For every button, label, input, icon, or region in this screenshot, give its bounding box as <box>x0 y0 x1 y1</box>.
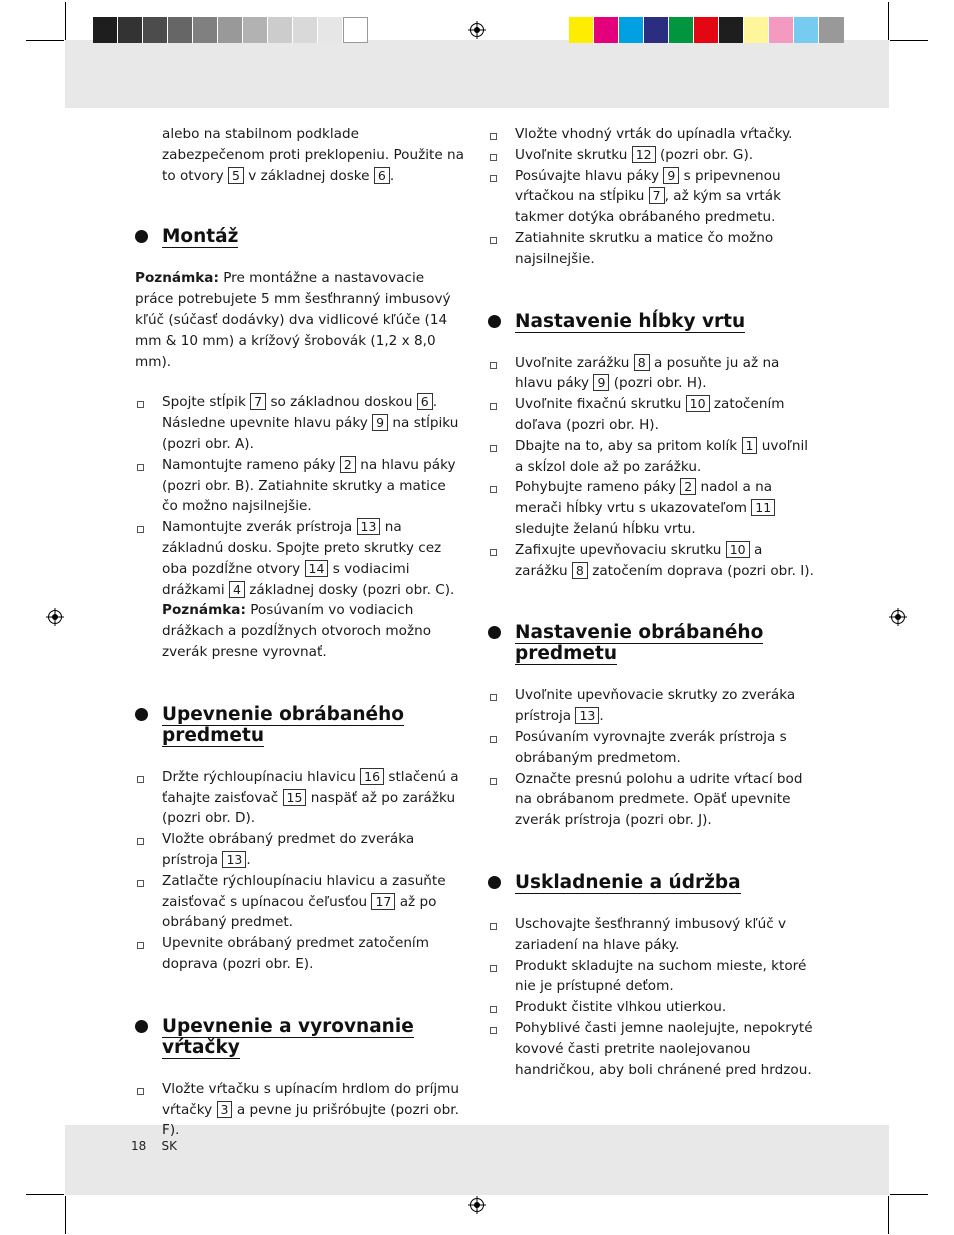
gray-swatch-bar <box>93 17 368 43</box>
part-reference: 5 <box>228 167 244 184</box>
part-reference: 8 <box>572 562 588 579</box>
part-reference: 12 <box>632 146 656 163</box>
color-swatch <box>569 17 594 43</box>
list-item <box>488 353 818 395</box>
list-item <box>135 517 465 600</box>
section-title-nastavenie: Nastavenie obrábaného predmetu <box>488 622 818 664</box>
color-swatch <box>143 17 168 43</box>
crop-mark <box>888 2 889 40</box>
text-segment: Zafixujte upevňovaciu skrutku <box>515 541 722 558</box>
hlbka-list <box>488 353 818 582</box>
text-segment: Vložte vŕtačku s upínacím hrdlom do príjmu vŕtačky <box>162 1080 460 1118</box>
color-swatch-bar <box>569 17 844 43</box>
text-segment: Namontujte rameno páky <box>162 456 336 473</box>
text-segment: Upevnite obrábaný predmet zatočením doprava (pozri obr. E). <box>162 935 429 972</box>
text-segment: s vodiacimi drážkami <box>162 560 410 598</box>
montaz-sub-note <box>135 600 465 662</box>
color-swatch <box>694 17 719 43</box>
text-segment: a posuňte ju až na hlavu páky <box>515 354 780 392</box>
section-title-hlbka: Nastavenie hĺbky vrtu <box>488 311 818 332</box>
text-segment: naspäť až po zarážku (pozri obr. D). <box>162 789 456 827</box>
text-segment: . <box>389 167 395 184</box>
text-segment: . <box>246 851 251 868</box>
text-segment: (pozri obr. G). <box>659 146 754 163</box>
text-segment: Vložte vhodný vrták do upínadla vŕtačky. <box>515 126 793 142</box>
list-item <box>488 145 818 166</box>
section-title-montaz: Montáž <box>135 226 465 247</box>
part-reference: 10 <box>686 395 710 412</box>
text-segment: základnej dosky (pozri obr. C). <box>249 581 455 598</box>
section-bullet-icon <box>488 315 501 328</box>
color-swatch <box>243 17 268 43</box>
color-swatch <box>318 17 343 43</box>
color-swatch <box>669 17 694 43</box>
section-bullet-icon <box>488 626 501 639</box>
list-item <box>488 914 818 956</box>
text-segment: so základnou doskou <box>270 394 413 411</box>
text-segment: a pevne ju prišróbujte (pozri obr. F). <box>162 1101 459 1139</box>
part-reference: 10 <box>726 541 750 558</box>
text-segment: Uvoľnite upevňovacie skrutky zo zveráka prístroja <box>515 687 796 725</box>
part-reference: 7 <box>649 187 665 204</box>
text-segment: . <box>599 708 604 725</box>
list-item <box>488 769 818 831</box>
page-number: 18 <box>131 1139 147 1153</box>
list-item <box>488 540 818 582</box>
crop-mark <box>26 1194 64 1195</box>
text-segment: , až kým sa vrták takmer dotýka obrábaného predmetu. <box>515 188 781 226</box>
color-swatch <box>819 17 844 43</box>
part-reference: 6 <box>417 393 433 410</box>
crop-mark <box>890 40 928 41</box>
section-title-upevnenie: Upevnenie obrábaného predmetu <box>135 704 465 746</box>
text-segment: a zarážku <box>515 541 763 579</box>
text-segment: Spojte stĺpik <box>162 394 246 411</box>
color-swatch <box>168 17 193 43</box>
text-segment: alebo na stabilnom podklade zabezpečenom proti preklopeniu. Použite na to otvory <box>162 126 464 184</box>
text-segment: Vložte obrábaný predmet do zveráka prístroja <box>162 831 415 868</box>
note-text: Pre montážne a nastavovacie práce potrebujete 5 mm šesťhranný imbusový kľúč (súčasť dodávky) dva vidlicové kľúče (14 mm & 10 mm) a krížový šrobovák (1,2 x 8,0 mm). <box>135 270 451 370</box>
part-reference: 9 <box>372 414 388 431</box>
text-segment: Uvoľnite skrutku <box>515 146 628 163</box>
registration-target-icon <box>889 608 907 626</box>
vrtacka-list <box>135 1079 465 1141</box>
list-item <box>135 392 465 454</box>
part-reference: 1 <box>742 437 758 454</box>
section-bullet-icon <box>135 708 148 721</box>
list-item <box>488 228 818 270</box>
color-swatch <box>268 17 293 43</box>
list-item <box>488 394 818 436</box>
intro-paragraph <box>135 124 465 186</box>
nastavenie-list <box>488 685 818 831</box>
part-reference: 15 <box>283 789 307 806</box>
text-segment: Označte presnú polohu a udrite vŕtací bod na obrábanom predmete. Opäť upevnite zverák prístroja (pozri obr. J). <box>515 770 803 829</box>
page-language: SK <box>161 1139 178 1153</box>
text-segment: Produkt čistite vlhkou utierkou. <box>515 999 727 1016</box>
color-swatch <box>769 17 794 43</box>
text-segment: . Následne upevnite hlavu páky <box>162 394 438 432</box>
right-column <box>488 124 818 1080</box>
text-segment: zatočením doľava (pozri obr. H). <box>515 396 785 433</box>
note-label: Poznámka: <box>135 270 219 287</box>
color-swatch <box>93 17 118 43</box>
registration-target-icon <box>468 1196 486 1214</box>
text-segment: Namontujte zverák prístroja <box>162 519 353 536</box>
header-band <box>65 40 889 108</box>
text-segment: až po obrábaný predmet. <box>162 893 437 931</box>
text-segment: Uschovajte šesťhranný imbusový kľúč v zariadení na hlave páky. <box>515 915 787 953</box>
section-bullet-icon <box>488 876 501 889</box>
color-swatch <box>794 17 819 43</box>
text-segment: Dbajte na to, aby sa pritom kolík <box>515 437 738 454</box>
color-swatch <box>644 17 669 43</box>
list-item <box>488 1018 818 1080</box>
list-item <box>488 166 818 228</box>
section-bullet-icon <box>135 230 148 243</box>
text-segment: na stĺpiku (pozri obr. A). <box>162 415 459 452</box>
text-segment: na základnú dosku. Spojte preto skrutky cez oba pozdĺžne otvory <box>162 519 442 577</box>
text-segment: Posúvajte hlavu páky <box>515 167 659 184</box>
part-reference: 6 <box>374 167 390 184</box>
list-item <box>488 956 818 998</box>
text-segment: Pohybujte rameno páky <box>515 479 676 496</box>
part-reference: 13 <box>357 518 381 535</box>
upevnenie-list <box>135 767 465 975</box>
udrzba-list <box>488 914 818 1080</box>
list-item <box>135 1079 465 1141</box>
part-reference: 8 <box>634 354 650 371</box>
text-segment: sledujte želanú hĺbku vrtu. <box>515 520 696 537</box>
part-reference: 13 <box>575 707 599 724</box>
text-segment: uvoľnil a skĺzol dole až po zarážku. <box>515 437 809 475</box>
color-swatch <box>293 17 318 43</box>
list-item <box>135 767 465 829</box>
color-swatch <box>719 17 744 43</box>
text-segment: v základnej doske <box>248 167 370 184</box>
section-title-vrtacka: Upevnenie a vyrovnanie vŕtačky <box>135 1016 465 1058</box>
part-reference: 3 <box>217 1101 233 1118</box>
text-segment: stlačenú a ťahajte zaisťovač <box>162 768 459 806</box>
section-bullet-icon <box>135 1020 148 1033</box>
part-reference: 14 <box>305 560 329 577</box>
note-label: Poznámka: <box>162 602 246 619</box>
list-item <box>488 997 818 1018</box>
list-item <box>135 455 465 517</box>
note-text: Posúvaním vo vodiacich drážkach a pozdĺžnych otvoroch možno zverák presne vyrovnať. <box>162 602 432 660</box>
list-item <box>488 477 818 539</box>
montaz-note <box>135 268 465 372</box>
registration-target-icon <box>46 608 64 626</box>
text-segment: na hlavu páky (pozri obr. B). Zatiahnite skrutky a matice čo možno najsilnejšie. <box>162 456 456 515</box>
part-reference: 2 <box>340 456 356 473</box>
list-item <box>135 871 465 933</box>
list-item <box>488 685 818 727</box>
text-segment: Pohyblivé časti jemne naolejujte, nepokryté kovové časti pretrite naolejovanou handričkou, aby boli chránené pred hrdzou. <box>515 1019 813 1078</box>
color-swatch <box>594 17 619 43</box>
part-reference: 2 <box>680 478 696 495</box>
crop-mark <box>65 2 66 40</box>
text-segment: Zatiahnite skrutku a matice čo možno najsilnejšie. <box>515 229 774 267</box>
color-swatch <box>343 17 368 43</box>
left-column <box>135 124 465 1141</box>
part-reference: 7 <box>250 393 266 410</box>
part-reference: 17 <box>371 893 395 910</box>
text-segment: Posúvaním vyrovnajte zverák prístroja s obrábaným predmetom. <box>515 728 787 766</box>
color-swatch <box>744 17 769 43</box>
color-swatch <box>193 17 218 43</box>
section-title-udrzba: Uskladnenie a údržba <box>488 872 818 893</box>
part-reference: 13 <box>222 851 246 868</box>
part-reference: 16 <box>360 768 384 785</box>
registration-target-icon <box>468 21 486 39</box>
text-segment: (pozri obr. H). <box>613 375 707 392</box>
crop-mark <box>26 40 64 41</box>
color-swatch <box>218 17 243 43</box>
crop-mark <box>888 1196 889 1234</box>
text-segment: Produkt skladujte na suchom mieste, ktoré nie je prístupné deťom. <box>515 957 807 995</box>
color-swatch <box>619 17 644 43</box>
part-reference: 9 <box>663 167 679 184</box>
text-segment: zatočením doprava (pozri obr. I). <box>592 562 814 579</box>
color-swatch <box>118 17 143 43</box>
part-reference: 4 <box>229 581 245 598</box>
text-segment: Uvoľnite fixačnú skrutku <box>515 396 682 413</box>
text-segment: nadol a na merači hĺbky vrtu s ukazovateľom <box>515 479 773 517</box>
text-segment: Držte rýchloupínaciu hlavicu <box>162 768 356 785</box>
montaz-list <box>135 392 465 600</box>
list-item <box>488 436 818 478</box>
list-item <box>135 829 465 871</box>
text-segment: s pripevnenou vŕtačkou na stĺpiku <box>515 167 781 205</box>
crop-mark <box>890 1194 928 1195</box>
vrtacka-continued-list <box>488 124 818 270</box>
part-reference: 11 <box>751 499 775 516</box>
list-item <box>488 124 818 145</box>
crop-mark <box>65 1196 66 1234</box>
part-reference: 9 <box>593 374 609 391</box>
text-segment: Zatlačte rýchloupínaciu hlavicu a zasuňte zaisťovač s upínacou čeľusťou <box>162 872 446 910</box>
page-footer <box>131 1139 177 1153</box>
list-item <box>135 933 465 975</box>
text-segment: Uvoľnite zarážku <box>515 354 630 371</box>
list-item <box>488 727 818 769</box>
